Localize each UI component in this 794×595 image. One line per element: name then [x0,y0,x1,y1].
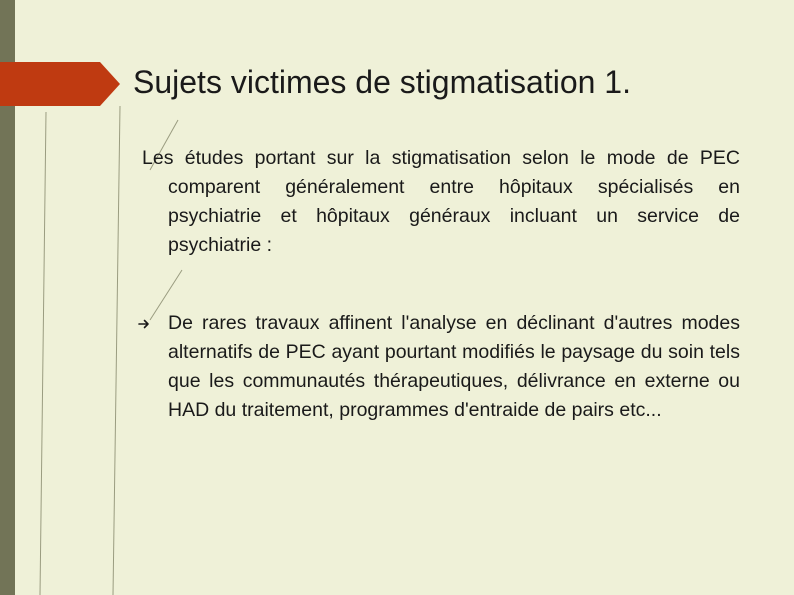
arrow-right-icon [138,318,150,330]
intro-paragraph: Les études portant sur la stigmatisation selon le mode de PEC comparent généralement entre hôpitaux spécialisés en psychiatrie et hôpitaux généraux incluant un service de psychiatrie : [142,147,740,256]
title-accent-tab [0,62,120,106]
slide-title: Sujets victimes de stigmatisation 1. [133,64,631,100]
bullet-item: De rares travaux affinent l'analyse en déclinant d'autres modes alternatifs de PEC ayant pourtant modifiés le paysage du soin tels que les communautés thérapeutiques, délivrance en externe ou HAD du traitement, programmes d'entraide de pairs etc... [168,312,740,421]
